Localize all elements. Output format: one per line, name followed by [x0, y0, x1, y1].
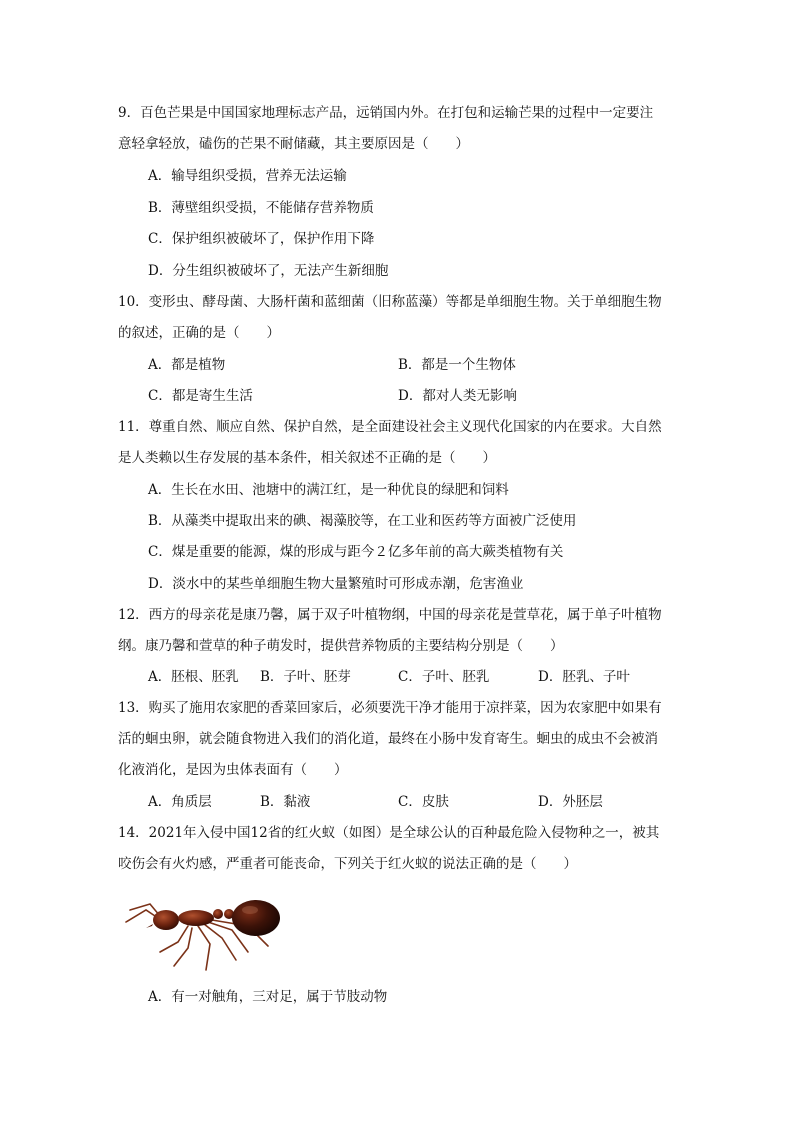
question-10-stem-line-2: 的叙述，正确的是（ ）	[118, 325, 280, 341]
question-11-option-c: C．煤是重要的能源，煤的形成与距今２亿多年前的高大蕨类植物有关	[148, 544, 564, 560]
question-13-stem-line-2: 活的蛔虫卵，就会随食物进入我们的消化道，最终在小肠中发育寄生。蛔虫的成虫不会被消	[118, 731, 658, 747]
question-13-stem-line-1: 13．购买了施用农家肥的香菜回家后，必须要洗干净才能用于凉拌菜，因为农家肥中如果有	[118, 700, 662, 716]
question-10-stem-line-1: 10．变形虫、酵母菌、大肠杆菌和蓝细菌（旧称蓝藻）等都是单细胞生物。关于单细胞生物	[118, 294, 662, 310]
question-10-option-c: C．都是寄生生活	[148, 388, 253, 404]
question-9-option-b: B．薄壁组织受损，不能储存营养物质	[148, 200, 374, 216]
question-11-option-d: D．淡水中的某些单细胞生物大量繁殖时可形成赤潮，危害渔业	[148, 576, 524, 592]
question-9-stem-line-1: 9．百色芒果是中国国家地理标志产品，远销国内外。在打包和运输芒果的过程中一定要注	[118, 105, 654, 121]
question-12-stem-line-1: 12．西方的母亲花是康乃馨，属于双子叶植物纲，中国的母亲花是萱草花，属于单子叶植物	[118, 607, 662, 623]
question-11-stem-line-1: 11．尊重自然、顺应自然、保护自然，是全面建设社会主义现代化国家的内在要求。大自然	[118, 419, 662, 435]
question-11-option-b: B．从藻类中提取出来的碘、褐藻胶等，在工业和医药等方面被广泛使用	[148, 513, 577, 529]
question-9-option-a: A．输导组织受损，营养无法运输	[148, 168, 347, 184]
question-9-stem-line-2: 意轻拿轻放，磕伤的芒果不耐储藏，其主要原因是（ ）	[118, 136, 469, 152]
question-9-option-d: D．分生组织被破坏了，无法产生新细胞	[148, 263, 389, 279]
red-fire-ant-illustration	[118, 880, 303, 975]
question-11-option-a: A．生长在水田、池塘中的满江红，是一种优良的绿肥和饲料	[148, 482, 509, 498]
question-12-stem-line-2: 纲。康乃馨和萱草的种子萌发时，提供营养物质的主要结构分别是（ ）	[118, 638, 564, 654]
question-13-stem-line-3: 化液消化，是因为虫体表面有（ ）	[118, 762, 348, 778]
question-14-stem-line-1: 14．2021年入侵中国12省的红火蚁（如图）是全球公认的百种最危险入侵物种之一，被其	[118, 825, 660, 841]
question-10-option-d: D．都对人类无影响	[398, 388, 517, 404]
question-11-stem-line-2: 是人类赖以生存发展的基本条件，相关叙述不正确的是（ ）	[118, 450, 496, 466]
question-12-option-a: A．胚根、胚乳	[148, 669, 239, 685]
question-12-option-c: C．子叶、胚乳	[398, 669, 490, 685]
question-10-option-a: A．都是植物	[148, 357, 226, 373]
question-10-option-b: B．都是一个生物体	[398, 357, 516, 373]
question-14-stem-line-2: 咬伤会有火灼感，严重者可能丧命，下列关于红火蚁的说法正确的是（ ）	[118, 856, 577, 872]
question-13-option-c: C．皮肤	[398, 794, 449, 810]
question-13-option-b: B．黏液	[260, 794, 311, 810]
question-14-option-a: A．有一对触角，三对足，属于节肢动物	[148, 989, 388, 1005]
question-12-option-b: B．子叶、胚芽	[260, 669, 351, 685]
question-12-option-d: D．胚乳、子叶	[538, 669, 630, 685]
question-9-option-c: C．保护组织被破坏了，保护作用下降	[148, 231, 375, 247]
question-13-option-a: A．角质层	[148, 794, 212, 810]
question-13-option-d: D．外胚层	[538, 794, 603, 810]
